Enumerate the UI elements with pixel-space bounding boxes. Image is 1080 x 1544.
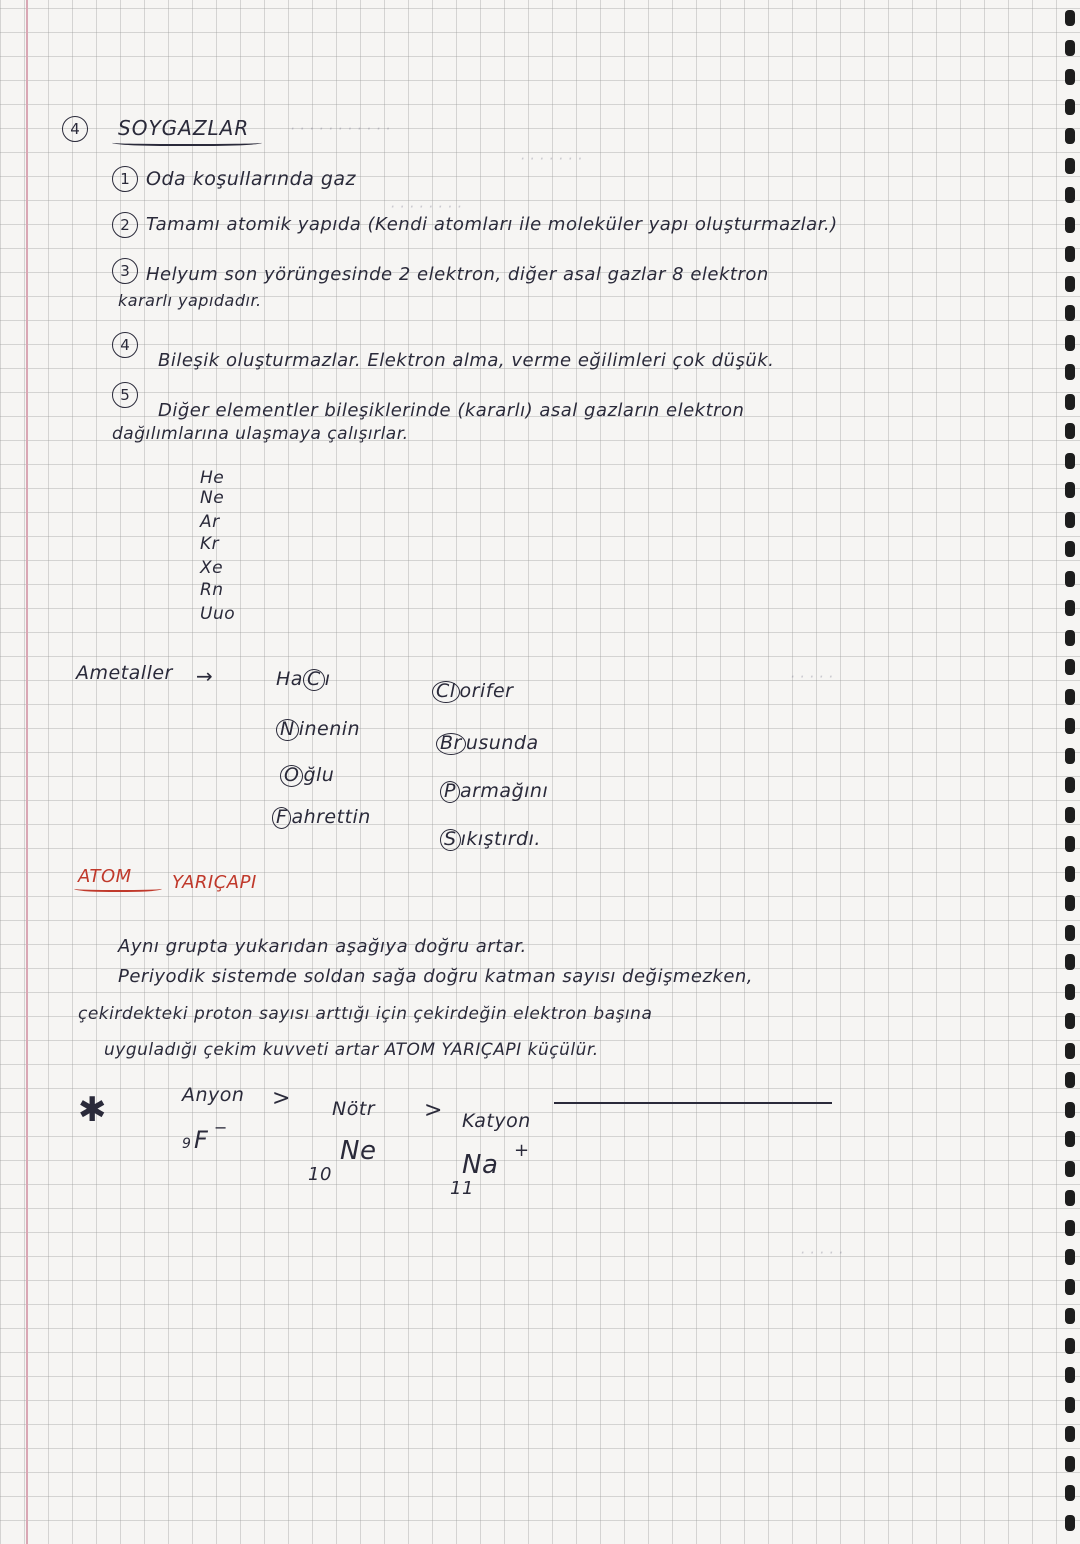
bleed-through-text: · · · · · — [790, 668, 833, 686]
spiral-hole — [1065, 659, 1075, 675]
item-number: 1 — [112, 166, 138, 192]
notr-label: Nötr — [332, 1098, 376, 1120]
mass-number: 9 — [182, 1136, 192, 1152]
spiral-hole — [1065, 1190, 1075, 1206]
spiral-binding — [1056, 0, 1080, 1544]
mnemonic-word: P armağını — [440, 780, 548, 803]
spiral-hole — [1065, 1308, 1075, 1324]
element-symbol: Na — [462, 1150, 499, 1180]
mnemonic-word: N inenin — [276, 718, 360, 741]
spiral-hole — [1065, 99, 1075, 115]
greater-than: > — [272, 1086, 291, 1111]
bleed-through-text: · · · · · — [800, 1244, 843, 1262]
spiral-hole — [1065, 305, 1075, 321]
item-text: Bileşik oluşturmazlar. Elektron alma, verme eğilimleri çok düşük. — [158, 350, 775, 371]
noble-gas: Rn — [200, 580, 224, 600]
item-text-continued: dağılımlarına ulaşmaya çalışırlar. — [112, 424, 409, 444]
item-number: 3 — [112, 258, 138, 284]
spiral-hole — [1065, 1515, 1075, 1531]
element-symbol: Ne — [340, 1136, 377, 1166]
spiral-hole — [1065, 1249, 1075, 1265]
noble-gas: Ar — [200, 512, 220, 532]
spiral-hole — [1065, 364, 1075, 380]
spiral-hole — [1065, 836, 1075, 852]
atomic-number: 11 — [450, 1178, 474, 1199]
spiral-hole — [1065, 1161, 1075, 1177]
spiral-hole — [1065, 1013, 1075, 1029]
item-number: 4 — [112, 332, 138, 358]
spiral-hole — [1065, 925, 1075, 941]
spiral-hole — [1065, 217, 1075, 233]
margin-line — [26, 0, 28, 1544]
element-symbol: F — [194, 1126, 209, 1154]
item-text: Tamamı atomik yapıda (Kendi atomları ile moleküler yapı oluşturmazlar.) — [146, 214, 838, 235]
mnemonic-word: F ahrettin — [272, 806, 371, 829]
spiral-hole — [1065, 276, 1075, 292]
spiral-hole — [1065, 423, 1075, 439]
noble-gas: Uuo — [200, 604, 236, 624]
spiral-hole — [1065, 10, 1075, 26]
katyon-label: Katyon — [462, 1110, 531, 1132]
spiral-hole — [1065, 600, 1075, 616]
spiral-hole — [1065, 1367, 1075, 1383]
spiral-hole — [1065, 748, 1075, 764]
noble-gas: Ne — [200, 488, 225, 508]
mnemonic-word: O ğlu — [280, 764, 334, 787]
spiral-hole — [1065, 512, 1075, 528]
spiral-hole — [1065, 158, 1075, 174]
ametaller-label: Ametaller — [76, 662, 173, 684]
spiral-hole — [1065, 718, 1075, 734]
arrow-icon: → — [196, 664, 214, 688]
item-text: Helyum son yörüngesinde 2 elektron, diğer asal gazlar 8 elektron — [146, 264, 769, 285]
spiral-hole — [1065, 187, 1075, 203]
noble-gas: Kr — [200, 534, 220, 554]
atom-title: ATOM — [78, 866, 132, 887]
spiral-hole — [1065, 69, 1075, 85]
spiral-hole — [1065, 453, 1075, 469]
spiral-hole — [1065, 1456, 1075, 1472]
spiral-hole — [1065, 1279, 1075, 1295]
item-text-continued: kararlı yapıdadır. — [118, 291, 262, 310]
noble-gas: Xe — [200, 558, 224, 578]
spiral-hole — [1065, 541, 1075, 557]
spiral-hole — [1065, 984, 1075, 1000]
greater-than: > — [424, 1098, 443, 1123]
section-title: SOYGAZLAR — [118, 116, 250, 140]
spiral-hole — [1065, 1072, 1075, 1088]
rule-text: uyguladığı çekim kuvveti artar ATOM YARIÇAPI küçülür. — [104, 1040, 599, 1060]
spiral-hole — [1065, 128, 1075, 144]
yaricapi-title: YARIÇAPI — [172, 872, 257, 893]
item-text: Diğer elementler bileşiklerinde (kararlı) asal gazların elektron — [158, 400, 745, 421]
spiral-hole — [1065, 1338, 1075, 1354]
rule-text: Aynı grupta yukarıdan aşağıya doğru artar. — [118, 936, 527, 957]
spiral-hole — [1065, 807, 1075, 823]
noble-gas: He — [200, 468, 225, 488]
spiral-hole — [1065, 246, 1075, 262]
spiral-hole — [1065, 1397, 1075, 1413]
underline — [554, 1102, 832, 1104]
item-text: Oda koşullarında gaz — [146, 168, 357, 190]
bleed-through-text: · · · · · · · · · · · — [290, 120, 391, 138]
spiral-hole — [1065, 394, 1075, 410]
spiral-hole — [1065, 1220, 1075, 1236]
mnemonic-word: Cl orifer — [432, 680, 513, 703]
mnemonic-word: Br usunda — [436, 732, 539, 755]
spiral-hole — [1065, 40, 1075, 56]
section-number: 4 — [62, 116, 88, 142]
bleed-through-text: · · · · · · · — [520, 150, 582, 168]
spiral-hole — [1065, 954, 1075, 970]
atomic-number: 10 — [308, 1164, 332, 1185]
rule-text: Periyodik sistemde soldan sağa doğru katman sayısı değişmezken, — [118, 966, 754, 987]
anyon-label: Anyon — [182, 1084, 245, 1106]
spiral-hole — [1065, 335, 1075, 351]
title-underline — [112, 138, 262, 146]
spiral-hole — [1065, 1485, 1075, 1501]
spiral-hole — [1065, 895, 1075, 911]
spiral-hole — [1065, 630, 1075, 646]
spiral-hole — [1065, 1043, 1075, 1059]
spiral-hole — [1065, 777, 1075, 793]
mnemonic-word: S ıkıştırdı. — [440, 828, 541, 851]
spiral-hole — [1065, 1131, 1075, 1147]
spiral-hole — [1065, 571, 1075, 587]
spiral-hole — [1065, 866, 1075, 882]
spiral-hole — [1065, 482, 1075, 498]
title-underline — [74, 884, 162, 892]
mnemonic-word: Ha C ı — [276, 668, 331, 690]
charge-sign: + — [514, 1140, 530, 1161]
item-number: 5 — [112, 382, 138, 408]
spiral-hole — [1065, 1426, 1075, 1442]
spiral-hole — [1065, 1102, 1075, 1118]
rule-text: çekirdekteki proton sayısı arttığı için çekirdeğin elektron başına — [78, 1004, 653, 1024]
bleed-through-text: · · · · · · · · — [390, 198, 462, 216]
spiral-hole — [1065, 689, 1075, 705]
star-icon: ✱ — [78, 1090, 107, 1130]
charge-sign: − — [214, 1118, 228, 1137]
item-number: 2 — [112, 212, 138, 238]
